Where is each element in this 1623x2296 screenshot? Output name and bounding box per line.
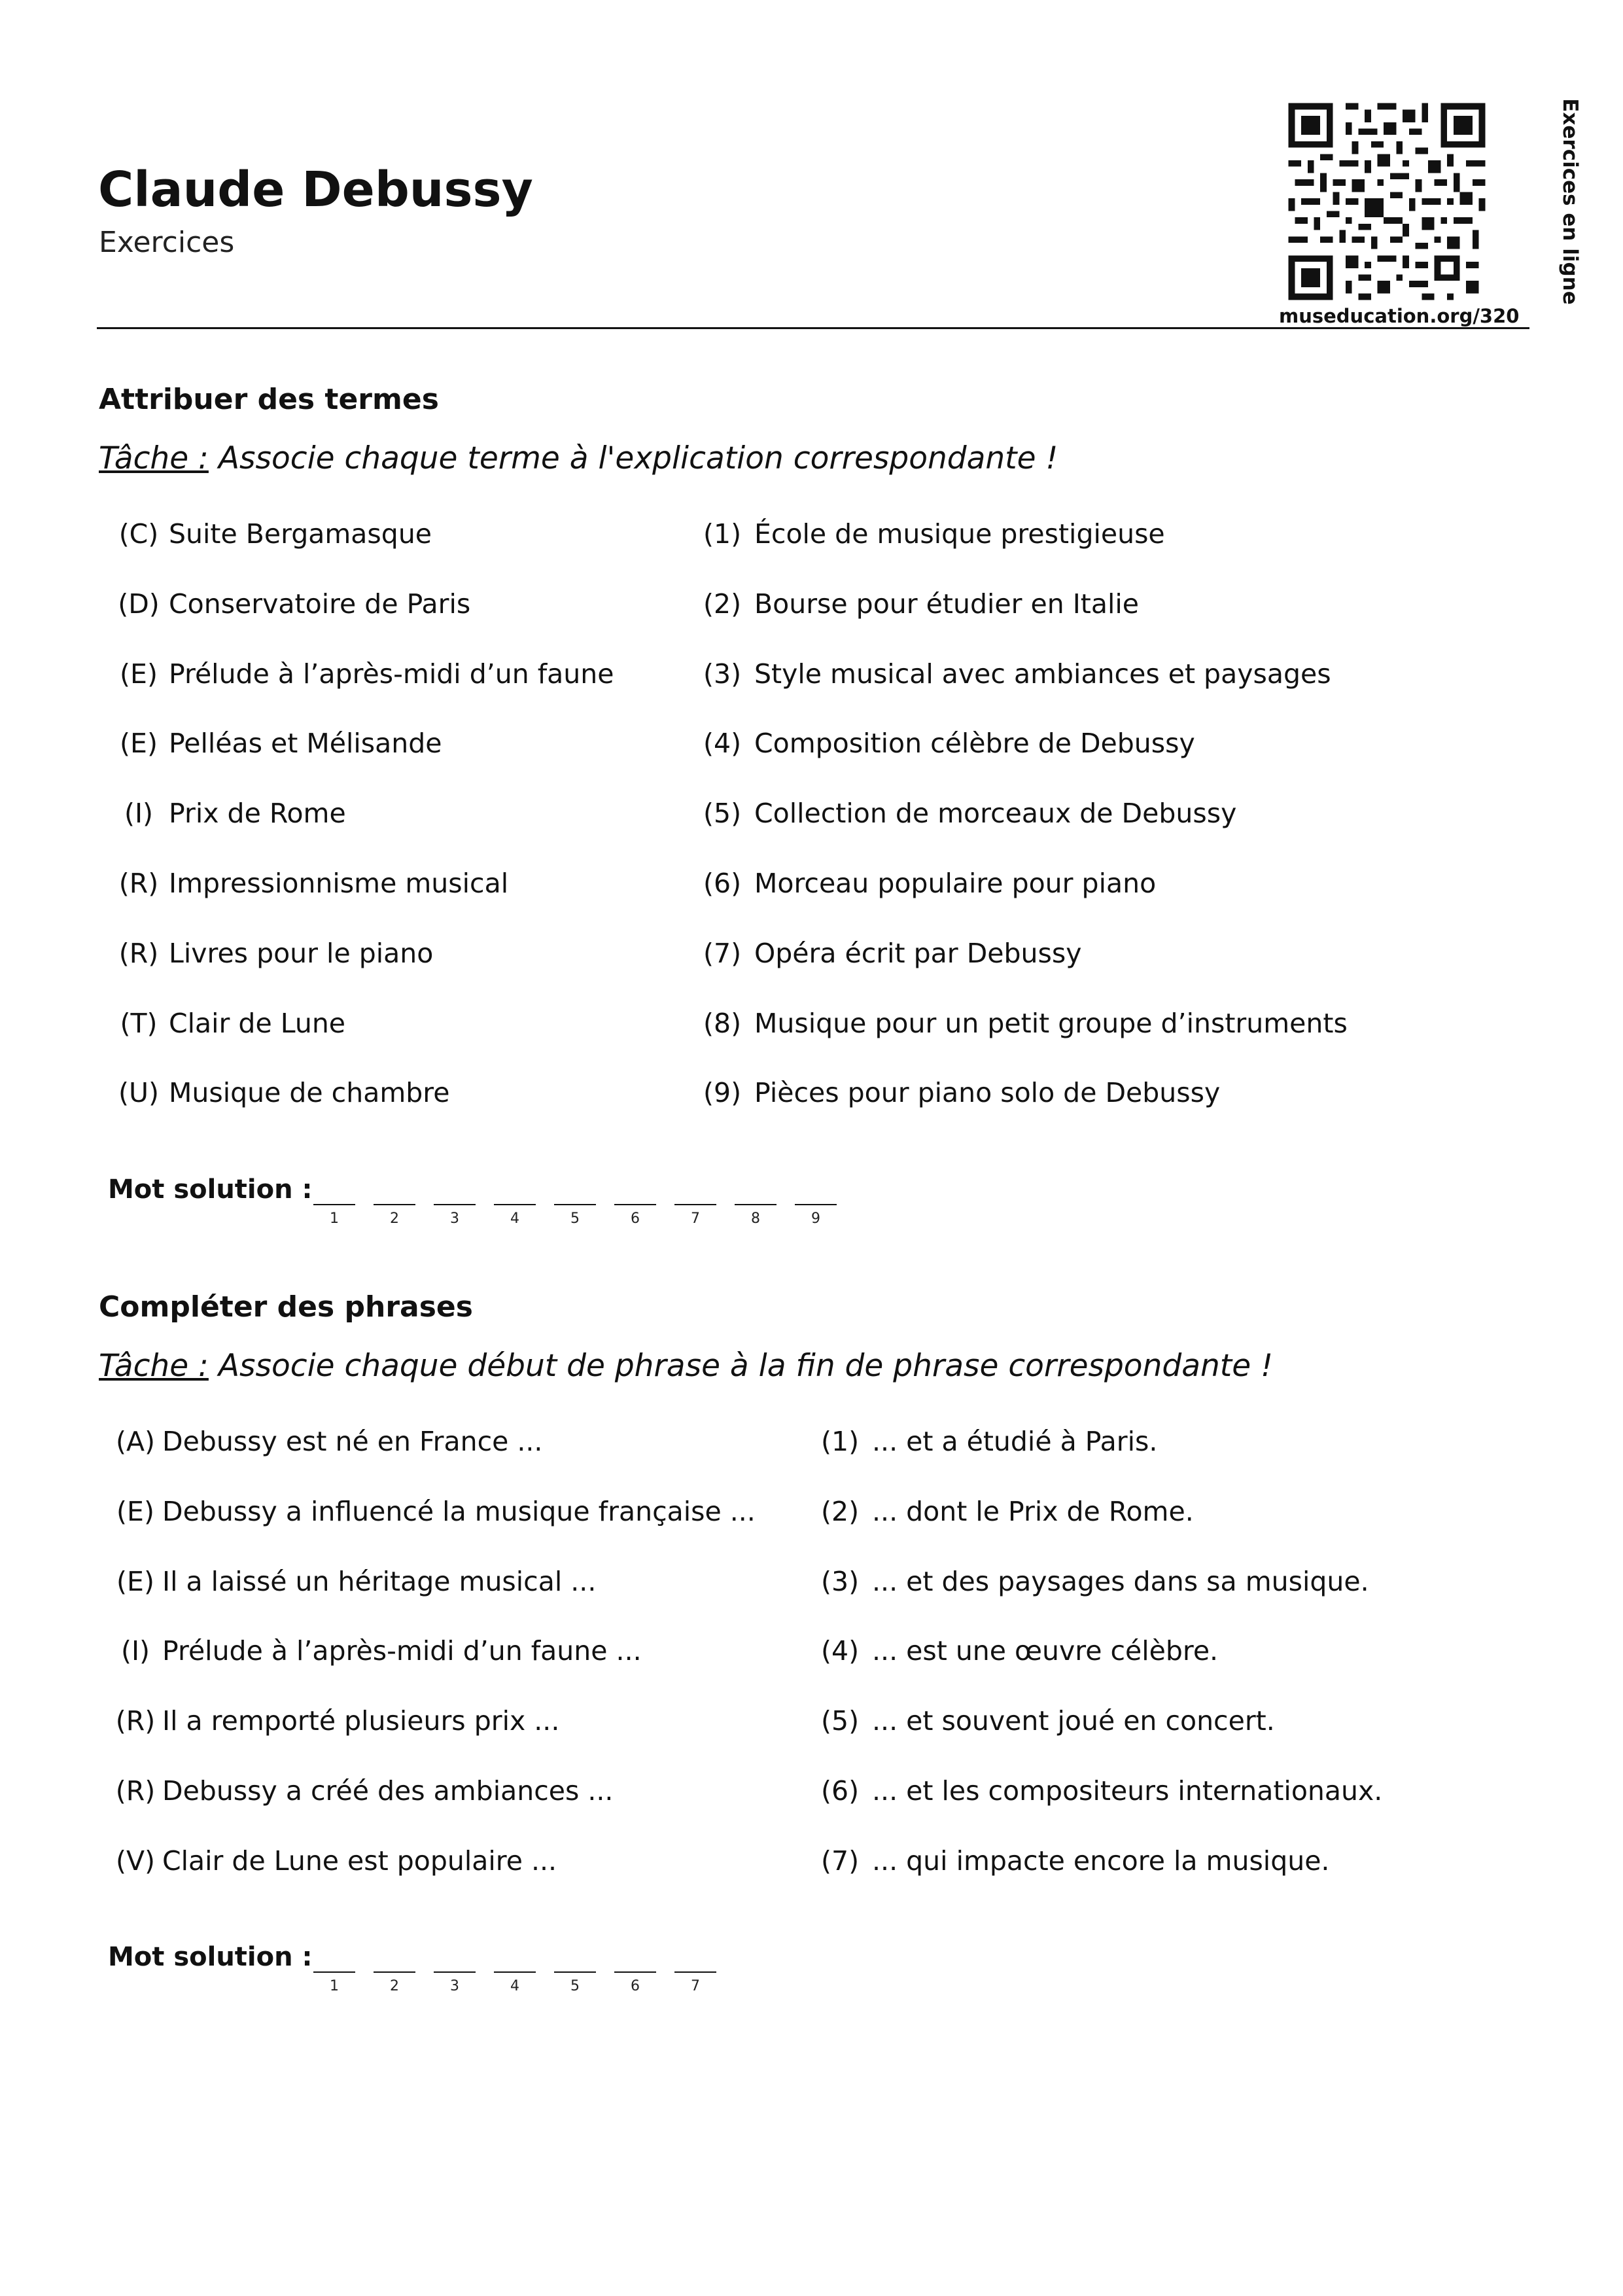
section-title-sentences: Compléter des phrases [99, 1290, 473, 1324]
page-title: Claude Debussy [98, 162, 533, 218]
item-number: (9) [703, 1077, 742, 1108]
solution-blank[interactable]: 4 [494, 1204, 536, 1227]
item-text: École de musique prestigieuse [754, 518, 1165, 550]
item-text: Clair de Lune [169, 1008, 346, 1039]
item-number: (3) [703, 658, 742, 690]
solution-word-label: Mot solution : [108, 1174, 313, 1205]
item-letter: (V) [115, 1845, 156, 1877]
item-letter: (A) [115, 1426, 156, 1457]
list-item [821, 1635, 1218, 1667]
list-item [703, 658, 1331, 690]
item-text: Suite Bergamasque [169, 518, 432, 550]
section-title-terms: Attribuer des termes [99, 383, 439, 416]
item-text: Pièces pour piano solo de Debussy [754, 1077, 1221, 1108]
item-letter: (C) [118, 518, 159, 550]
item-number: (4) [821, 1635, 860, 1667]
qr-code-icon[interactable] [1282, 97, 1492, 306]
list-item [109, 1496, 756, 1528]
item-number: (5) [703, 798, 742, 829]
item-number: (6) [821, 1775, 860, 1807]
list-item [821, 1496, 1194, 1528]
item-letter: (T) [120, 1008, 158, 1039]
item-letter: (E) [116, 1496, 154, 1527]
item-text: Impressionnisme musical [169, 868, 509, 899]
item-text: Opéra écrit par Debussy [754, 938, 1082, 969]
solution-blank[interactable]: 6 [614, 1204, 656, 1227]
solution-blank[interactable]: 2 [374, 1204, 415, 1227]
task-label: Tâche : [99, 1348, 209, 1384]
solution-blank[interactable]: 7 [674, 1971, 716, 1994]
item-text: Composition célèbre de Debussy [754, 728, 1195, 759]
task-instruction-terms [99, 440, 1058, 476]
list-item [109, 1705, 559, 1737]
list-item [109, 518, 432, 550]
item-text: Clair de Lune est populaire ... [162, 1845, 557, 1877]
item-text: Livres pour le piano [169, 938, 434, 969]
item-number: (8) [703, 1008, 742, 1039]
item-text: Debussy est né en France ... [162, 1426, 543, 1457]
list-item [109, 1566, 596, 1598]
list-item [821, 1566, 1369, 1598]
solution-blank[interactable]: 5 [554, 1204, 596, 1227]
solution-blank[interactable]: 3 [434, 1971, 476, 1994]
item-text: Musique pour un petit groupe d’instruments [754, 1008, 1348, 1039]
item-number: (6) [703, 868, 742, 899]
item-letter: (D) [118, 588, 160, 620]
item-text: Il a remporté plusieurs prix ... [162, 1705, 560, 1737]
list-item [109, 798, 346, 830]
item-text: ... qui impacte encore la musique. [872, 1845, 1330, 1877]
list-item [109, 658, 614, 690]
item-number: (1) [703, 518, 742, 550]
item-letter: (U) [118, 1077, 159, 1108]
task-text: Associe chaque début de phrase à la fin de phrase correspondante ! [218, 1348, 1273, 1384]
solution-blank[interactable]: 2 [374, 1971, 415, 1994]
qr-side-label: Exercices en ligne [1558, 98, 1582, 305]
list-item [109, 1635, 642, 1667]
item-letter: (I) [124, 798, 154, 829]
solution-blank[interactable]: 5 [554, 1971, 596, 1994]
list-item [703, 938, 1082, 970]
item-text: ... dont le Prix de Rome. [872, 1496, 1194, 1527]
solution-word-label: Mot solution : [108, 1942, 313, 1972]
item-letter: (R) [118, 938, 159, 969]
list-item [703, 518, 1165, 550]
item-text: Pelléas et Mélisande [169, 728, 442, 759]
list-item [109, 938, 433, 970]
list-item [703, 798, 1236, 830]
item-text: Musique de chambre [169, 1077, 450, 1108]
list-item [703, 728, 1195, 760]
item-number: (7) [703, 938, 742, 969]
solution-blank[interactable]: 8 [735, 1204, 777, 1227]
item-text: ... et des paysages dans sa musique. [872, 1566, 1369, 1597]
item-letter: (R) [115, 1775, 156, 1807]
item-number: (5) [821, 1705, 860, 1737]
task-text: Associe chaque terme à l'explication correspondante ! [218, 440, 1058, 476]
item-number: (1) [821, 1426, 860, 1457]
list-item [109, 1008, 345, 1040]
list-item [703, 1008, 1348, 1040]
item-text: ... et les compositeurs internationaux. [872, 1775, 1383, 1807]
list-item [821, 1775, 1382, 1807]
list-item [109, 1077, 449, 1109]
item-number: (4) [703, 728, 742, 759]
list-item [109, 1845, 557, 1877]
qr-url-link[interactable]: museducation.org/320 [1279, 305, 1520, 327]
item-text: Debussy a créé des ambiances ... [162, 1775, 614, 1807]
item-letter: (I) [120, 1635, 150, 1667]
list-item [703, 1077, 1220, 1109]
list-item [703, 868, 1156, 900]
list-item [109, 868, 508, 900]
item-text: Prélude à l’après-midi d’un faune ... [162, 1635, 642, 1667]
item-number: (3) [821, 1566, 860, 1597]
list-item [109, 588, 470, 620]
item-letter: (R) [115, 1705, 156, 1737]
solution-blank[interactable]: 4 [494, 1971, 536, 1994]
list-item [821, 1845, 1329, 1877]
item-letter: (R) [118, 868, 159, 899]
solution-blank[interactable]: 7 [674, 1204, 716, 1227]
list-item [109, 1775, 613, 1807]
item-letter: (E) [120, 728, 158, 759]
item-text: ... et souvent joué en concert. [872, 1705, 1275, 1737]
item-letter: (E) [120, 658, 158, 690]
list-item [821, 1426, 1157, 1458]
header-divider [97, 327, 1529, 329]
item-text: Il a laissé un héritage musical ... [162, 1566, 597, 1597]
solution-blank[interactable]: 3 [434, 1204, 476, 1227]
item-text: ... est une œuvre célèbre. [872, 1635, 1219, 1667]
item-text: Conservatoire de Paris [169, 588, 471, 620]
item-text: Morceau populaire pour piano [754, 868, 1157, 899]
solution-blank[interactable]: 1 [313, 1971, 355, 1994]
item-number: (7) [821, 1845, 860, 1877]
item-number: (2) [821, 1496, 860, 1527]
item-text: Collection de morceaux de Debussy [754, 798, 1237, 829]
page-subtitle: Exercices [99, 226, 235, 259]
solution-blank[interactable]: 1 [313, 1204, 355, 1227]
item-text: Style musical avec ambiances et paysages [754, 658, 1331, 690]
list-item [109, 728, 442, 760]
solution-blank[interactable]: 6 [614, 1971, 656, 1994]
item-text: ... et a étudié à Paris. [872, 1426, 1158, 1457]
item-text: Debussy a influencé la musique française ... [162, 1496, 756, 1527]
solution-blank[interactable]: 9 [795, 1204, 837, 1227]
item-text: Prix de Rome [169, 798, 346, 829]
item-text: Prélude à l’après-midi d’un faune [169, 658, 614, 690]
list-item [821, 1705, 1275, 1737]
item-text: Bourse pour étudier en Italie [754, 588, 1140, 620]
list-item [703, 588, 1139, 620]
task-label: Tâche : [99, 440, 209, 476]
item-letter: (E) [116, 1566, 154, 1597]
list-item [109, 1426, 542, 1458]
item-number: (2) [703, 588, 742, 620]
task-instruction-sentences [99, 1348, 1273, 1384]
